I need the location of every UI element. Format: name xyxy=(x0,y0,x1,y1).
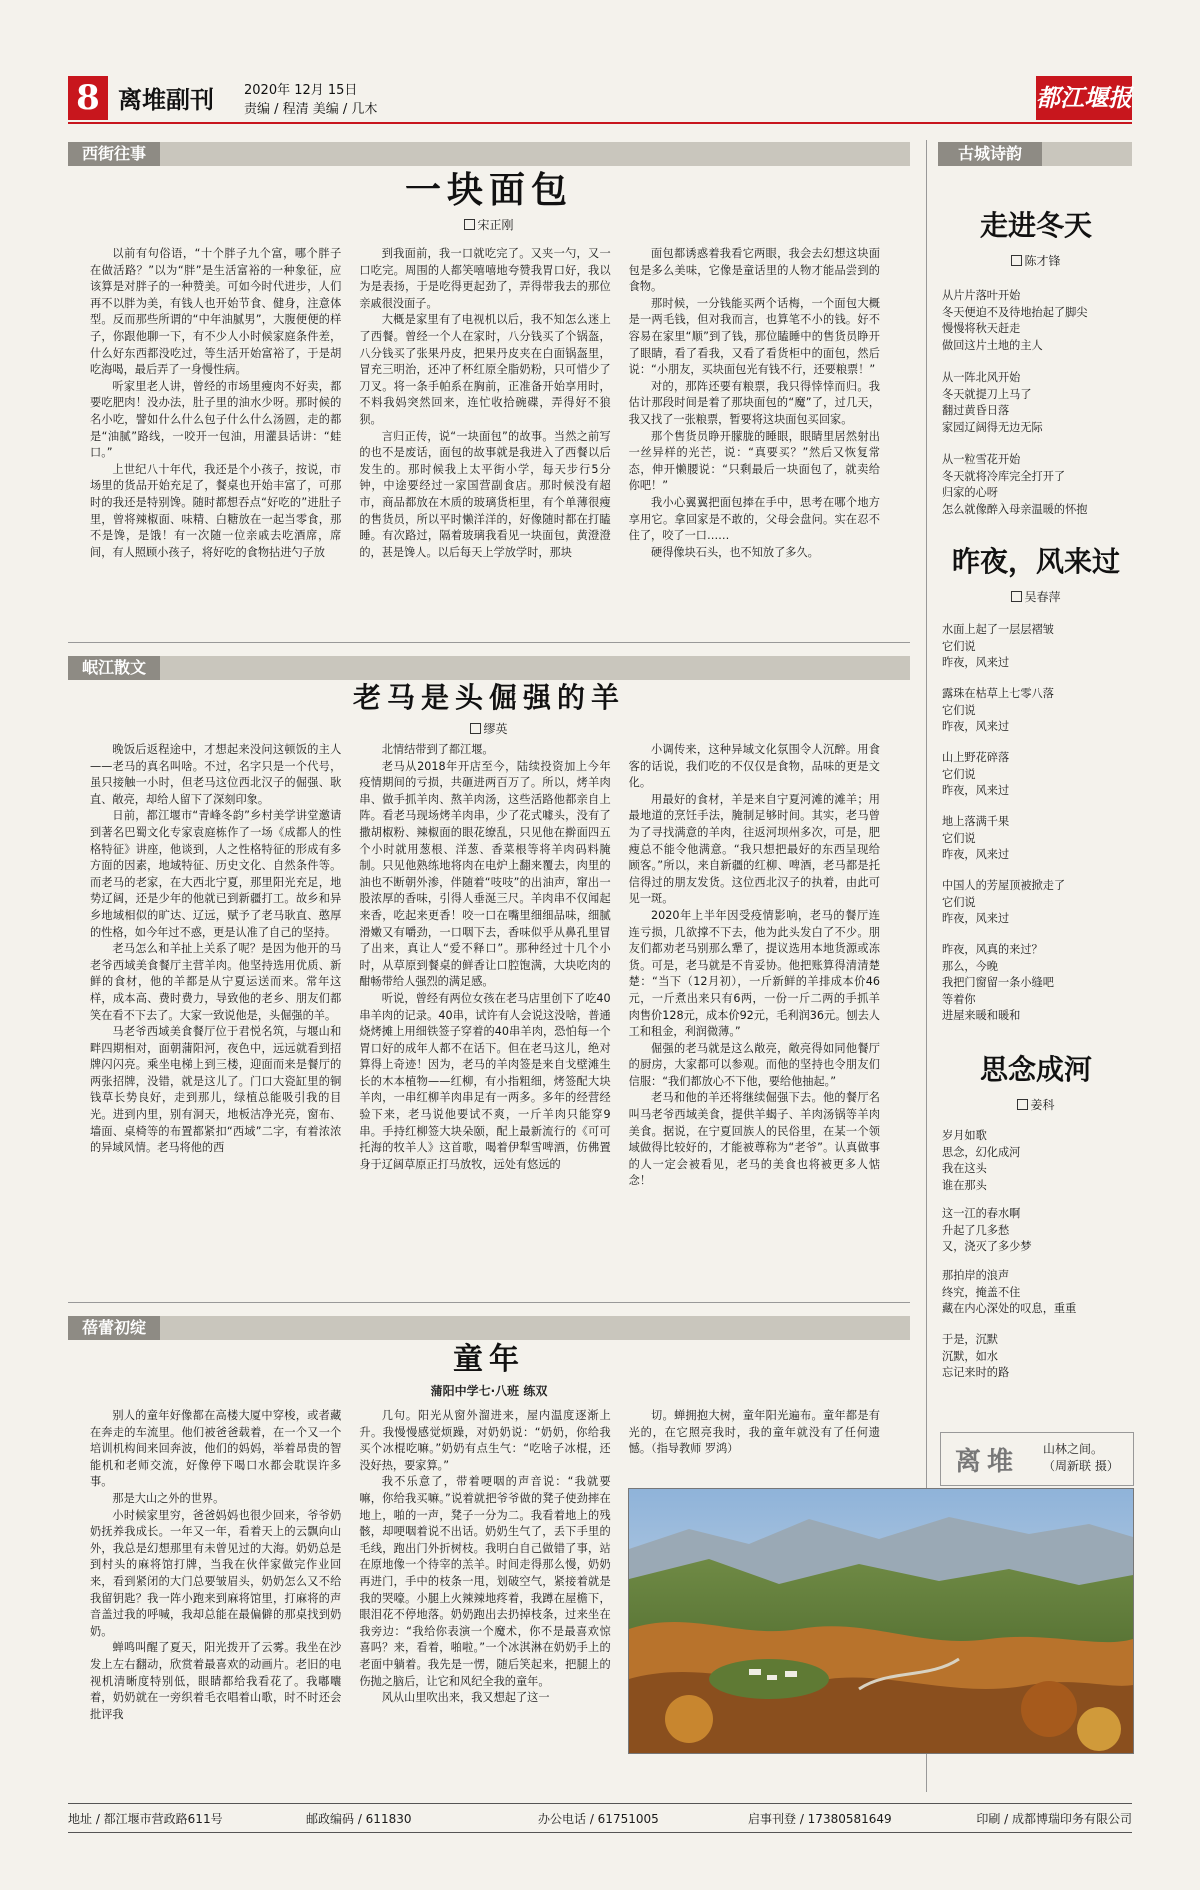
poem-line: 它们说 xyxy=(942,703,976,717)
poem-stanza xyxy=(942,750,1130,800)
section-tag-poetry xyxy=(938,142,1132,166)
paragraph: 硬得像块石头，也不知放了多久。 xyxy=(651,545,819,559)
article-column xyxy=(359,246,610,626)
paragraph: 到我面前，我一口就吃完了。又夹一勺，又一口吃完。周围的人都笑嘻嘻地夸赞我胃口好，我以为是表扬，于是吃得更起劲了，弄得带我去的那位亲戚很没面子。 xyxy=(359,247,611,310)
section-name: 离堆副刊 xyxy=(118,86,214,114)
poem-line: 做回这片土地的主人 xyxy=(942,338,1043,352)
paragraph: 我不乐意了，带着哽咽的声音说：“我就要嘛，你给我买嘛。”说着就把爷爷做的凳子使劲摔在地上，啪的一声，凳子一分为二。我看着地上的残骸，却哽咽着说不出话。奶奶生气了，丢下手里的毛线，跑出门外折树枝。我明白自己做错了事，站在原地像一个待宰的羔羊。时间走得那么慢，奶奶再进门，手中的枝条一甩，划破空气，紧接着就是我的哭嚎。小腿上火辣辣地疼着，我蹲在屋檐下，眼泪花不停地落。奶奶跑出去扔掉枝条，过来坐在我旁边：“我给你表演一个魔术，你不是最喜欢惊喜吗？来，看着，啪啦。”一个冰淇淋在奶奶手上的老面中躺着。我先是一愣，随后笑起来，把腿上的伤抛之脑后，让它和风纪全我的童年。 xyxy=(359,1475,611,1688)
paragraph: 以前有句俗语，“十个胖子九个富，哪个胖子在做活路？”以为“胖”是生活富裕的一种象征，应该算是对胖子的一种赞美。可如今时代进步，人们再不以胖为美，有钱人也开始节食、健身，注意体型。反而那些所谓的“中年油腻男”，大腹便便的样子，你跟他聊一下，有不少人小时候家庭条件差，什么好东西都没吃过，等生活开始富裕了，于是胡吃海喝，最后弄了一身慢性病。 xyxy=(90,247,342,377)
article-column xyxy=(90,742,341,1284)
article-byline: 蒲阳中学七·八班 练双 xyxy=(430,1384,548,1398)
poem-line: 岁月如歌 xyxy=(942,1129,987,1142)
byline-box-icon xyxy=(464,219,475,230)
photo-caption xyxy=(1043,1441,1119,1475)
poem-line: 它们说 xyxy=(942,895,976,909)
newspaper-logo: 都江堰报 xyxy=(1036,76,1132,120)
paragraph: 别人的童年好像都在高楼大厦中穿梭，或者藏在奔走的车流里。他们被爸爸载着，在一个又一个培训机构间来回奔波，他们的妈妈，举着昂贵的智能机和老师交流，好像停下喝口水都会耽误许多事。 xyxy=(90,1409,342,1489)
paragraph: 风从山里吹出来，我又想起了这一 xyxy=(381,1691,550,1705)
article-byline xyxy=(68,720,910,737)
poem-stanza xyxy=(942,1268,1130,1318)
article-column xyxy=(90,246,341,626)
poem-line: 又，浇灭了多少梦 xyxy=(942,1240,1032,1254)
poem-line: 思念，幻化成河 xyxy=(942,1145,1021,1159)
poem-title: 思念成河 xyxy=(979,1053,1092,1086)
section-tag-label: 蓓蕾初绽 xyxy=(68,1316,160,1340)
poem-line: 这一江的春水啊 xyxy=(942,1207,1021,1220)
poem-stanza xyxy=(942,686,1130,736)
article-body xyxy=(90,742,880,1284)
paragraph: 蝉鸣叫醒了夏天，阳光拨开了云雾。我坐在沙发上左右翻动，欣赏着最喜欢的动画片。老旧的电视机清晰度特别低，眼睛都给我看花了。我嘟囔着，奶奶就在一旁织着毛衣唱着山歌，时不时还会批评我 xyxy=(90,1641,342,1721)
issue-date: 2020年 12月 15日 xyxy=(244,83,358,98)
caption-line: （周新联 摄） xyxy=(1043,1459,1119,1473)
paragraph: 晚饭后返程途中，才想起来没问这顿饭的主人——老马的真名叫啥。不过，名字只是一个代号，虽只接触一小时，但老马这位西北汉子的倔强、耿直、敞亮，却给人留下了深刻印象。 xyxy=(90,743,342,806)
poem-line: 水面上起了一层层褶皱 xyxy=(942,623,1054,636)
paragraph: 大概是家里有了电视机以后，我不知怎么迷上了西餐。曾经一个人在家时，八分钱买了个锅盔，八分钱买了张果丹皮，把果丹皮夹在白面锅盔里，冒充三明治，还冲了杯红原全脂奶粉，只可惜少了刀叉。将一条手帕系在胸前，正准备开始享用时，不料我妈突然回来，连忙收拾碗碟，弄得好不狼狈。 xyxy=(359,313,611,426)
poem-author xyxy=(938,252,1134,269)
paragraph: 那个售货员睁开朦胧的睡眼，眼睛里居然射出一丝异样的光芒，说：“真要买？”然后又恢复常态，伸开懒腰说：“只剩最后一块面包了，就卖给你吧！” xyxy=(628,429,880,493)
article-divider xyxy=(68,1302,910,1303)
page-header xyxy=(68,76,1132,120)
header-divider xyxy=(68,122,1132,124)
poem-stanza xyxy=(942,288,1130,354)
poem-stanza xyxy=(942,370,1130,436)
paragraph: 那是大山之外的世界。 xyxy=(112,1491,225,1505)
poem-line: 那拍岸的浪声 xyxy=(942,1269,1010,1282)
poem-line: 升起了几多愁 xyxy=(942,1223,1010,1237)
paragraph: 面包都诱惑着我看它两眼，我会去幻想这块面包是多么美味，它像是童话里的人物才能品尝到的食物。 xyxy=(628,247,880,294)
paragraph: 老马怎么和羊扯上关系了呢？是因为他开的马老爷西域美食餐厅主营羊肉。他坚持选用优质、新鲜的食材，他的羊都是从宁夏运送而来。常年这样，成本高、费时费力，导致他的老乡、朋友们都笑在看不下去了。大家一致说他是，头倔强的羊。 xyxy=(90,942,342,1022)
poem-line: 冬天就提刀上马了 xyxy=(942,387,1032,401)
article-title: 老马是头倔强的羊 xyxy=(352,681,625,714)
poem-author xyxy=(938,1096,1134,1113)
poem-line: 地上落满千果 xyxy=(942,815,1010,828)
byline-box-icon xyxy=(1017,1099,1028,1110)
poem-line: 昨夜，风来过 xyxy=(942,784,1010,798)
article-author: 缪英 xyxy=(483,722,508,736)
poem-line: 于是，沉默 xyxy=(942,1333,998,1346)
poem-stanza xyxy=(942,622,1130,672)
article-divider xyxy=(68,642,910,643)
paragraph: 北情结带到了都江堰。 xyxy=(381,743,494,756)
poem-line: 归家的心呀 xyxy=(942,486,998,500)
footer-ads: 启事刊登 / 17380581649 xyxy=(748,1812,892,1826)
paragraph: 日前，都江堰市“青峰冬韵”乡村美学讲堂邀请到著名巴蜀文化专家袁庭栋作了一场《成都人的性格特征》讲座，他谈到，人之性格特征的形成有多方面的因素，地域特征、历史文化、自然条件等。而老马的老家，在大西北宁夏，那里阳光充足，地势辽阔，还是少年的他就已到新疆打工。故乡和异乡地域相似的旷达、辽远，赋予了老马耿直、憨厚的性格，如今年过不惑，更是认准了自己的坚持。 xyxy=(90,809,342,939)
poem-stanza xyxy=(942,942,1130,1025)
poem-line: 山上野花碎落 xyxy=(942,751,1010,764)
paragraph: 倔强的老马就是这么敞亮，敞亮得如同他餐厅的厨房，大家都可以参观。而他的坚持也令朋友们信服：“我们都放心不下他，要给他抽起。” xyxy=(628,1041,880,1088)
poem-stanza xyxy=(942,878,1130,928)
poem-line: 终究，掩盖不住 xyxy=(942,1285,1021,1299)
poem-line: 昨夜，风来过 xyxy=(942,912,1010,926)
poem-line: 谁在那头 xyxy=(942,1178,987,1192)
poem-line: 我把门窗留一条小缝吧 xyxy=(942,976,1054,990)
poem-author-name: 陈才锋 xyxy=(1024,254,1061,268)
poem-line: 慢慢将秋天赶走 xyxy=(942,322,1021,336)
article-column xyxy=(90,1408,341,1768)
article-title: 一块面包 xyxy=(404,169,573,211)
paragraph: 言归正传，说“一块面包”的故事。当然之前写的也不是废话，面包的故事就是我进入了西餐以后发生的。那时候我上太平街小学，每天步行5分钟，中途要经过一家国营副食店。那时候没有超市，商品都放在木质的玻璃货柜里，有个单薄很瘦的售货员，所以平时懒洋洋的，好像随时都在打瞌睡。有次路过，隔着玻璃我看见一块面包，黄澄澄的，甚是馋人。以后每天上学放学时，那块 xyxy=(359,429,611,559)
mountain-landscape-image xyxy=(629,1489,1133,1753)
article-column xyxy=(359,1408,610,1768)
paragraph: 几句。阳光从窗外溜进来，屋内温度逐渐上升。我慢慢感觉烦躁，对奶奶说：“奶奶，你给我买个冰棍吃嘛。”奶奶有点生气：“吃啥子冰棍，还没好热，要家算。” xyxy=(359,1409,611,1472)
paragraph: 用最好的食材，羊是来自宁夏河滩的滩羊；用最地道的烹饪手法，腌制足够时间。其实，老马曾为了寻找满意的羊肉，往返河坝州多次，可是，肥瘦总不能令他满意。“我只想把最好的东西呈现给顾客。”所以，来自新疆的红柳、啤酒，老马都是托信得过的朋友发货。这位西北汉子的执着，由此可见一斑。 xyxy=(628,792,880,906)
poem-line: 昨夜，风真的来过？ xyxy=(942,943,1043,956)
footer-printer: 印刷 / 成都博瑞印务有限公司 xyxy=(976,1812,1132,1826)
footer-address: 地址 / 都江堰市营政路611号 xyxy=(68,1812,223,1826)
poem-line: 我在这头 xyxy=(942,1162,987,1176)
article-column xyxy=(359,742,610,1284)
footer-postcode: 邮政编码 / 611830 xyxy=(306,1812,412,1826)
paragraph: 切。蝉拥抱大树，童年阳光遍布。童年都是有光的，在它照亮我时，我的童年就没有了任何遗憾。（指导教师 罗鸿） xyxy=(628,1409,880,1456)
byline-box-icon xyxy=(1011,255,1022,266)
poem-line: 沉默，如水 xyxy=(942,1349,998,1363)
paragraph: 小时候家里穷，爸爸妈妈也很少回来，爷爷奶奶抚养我成长。一年又一年，看着天上的云飘向山外，我总是幻想那里有未曾见过的大海。奶奶总是到村头的麻将馆打牌，当我在伙伴家做完作业回来，看到紧闭的大门总要皱眉头，奶奶怎么又不给我留钥匙？我一阵小跑来到麻将馆里，打麻将的声音盖过我的呼喊，我却总能在最偏僻的那桌找到奶奶。 xyxy=(90,1508,342,1638)
poem-line: 冬天就将冷库完全打开了 xyxy=(942,469,1066,483)
poem-line: 进屋来暖和暖和 xyxy=(942,1009,1021,1023)
paragraph: 我小心翼翼把面包捧在手中，思考在哪个地方享用它。拿回家是不敢的，父母会盘问。实在忍不住了，咬了一口…… xyxy=(628,495,880,543)
poem-line: 它们说 xyxy=(942,831,976,845)
section-tag-label: 岷江散文 xyxy=(68,656,160,680)
poem-author-name: 姜科 xyxy=(1030,1098,1055,1112)
article-body xyxy=(90,246,880,626)
photo-caption-box xyxy=(940,1432,1134,1486)
poem-line: 家园辽阔得无边无际 xyxy=(942,420,1043,434)
paragraph: 上世纪八十年代，我还是个小孩子，按说，市场里的货品开始充足了，餐桌也开始丰富了，可那时的我还是特别馋。随时都想吞点“好吃的”进肚子里，曾将辣椒面、味精、白糖放在一起当零食，那不是馋，是饿！有一次随一位亲戚去吃酒席，席间，有人照顾小孩子，将好吃的食物拈进勺子放 xyxy=(90,462,342,559)
poem-line: 从一粒雪花开始 xyxy=(942,453,1021,466)
page-number: 8 xyxy=(68,76,108,120)
footer-phone: 办公电话 / 61751005 xyxy=(538,1812,659,1826)
paragraph: 小调传来，这种异域文化氛围令人沉醉。用食客的话说，我们吃的不仅仅是食物，品味的更是文化。 xyxy=(628,743,880,790)
paragraph: 老马从2018年开店至今，陆续投资加上今年疫情期间的亏损，共砸进两百万了。所以，烤羊肉串、做手抓羊肉、熬羊肉汤，这些活路他都亲自上阵。看老马现场烤羊肉串，少了花式噱头，没有了撒胡椒粉、辣椒面的眼花缭乱，只见他在擀面四五个小时就用葱根、洋葱、香菜根等将羊肉码料腌制。只见他熟练地将肉在电炉上翻来覆去，肉里的油也不断朝外渗，伴随着“吱吱”的出油声，窜出一股浓厚的香味，引得人垂涎三尺。羊肉串不仅闻起来香，吃起来更香！咬一口在嘴里细细品味，细腻滑嫩又有嚼劲，一口咽下去，香味似乎从鼻孔里冒了出来，真让人“爱不释口”。那种经过十几个小时，从草原到餐桌的鲜香让口腔饱满，大块吃肉的酣畅带给人强烈的满足感。 xyxy=(359,759,611,989)
poem-line: 它们说 xyxy=(942,767,976,781)
photo-label: 离堆 xyxy=(955,1447,1020,1477)
paragraph: 对的，那阵还要有粮票，我只得悻悻而归。我估计那段时间是着了那块面包的“魔”了，过几天，我又找了一张粮票，暂要将这块面包买回家。 xyxy=(628,379,880,426)
poem-line: 怎么就像醉入母亲温暖的怀抱 xyxy=(942,502,1088,516)
poem-line: 从片片落叶开始 xyxy=(942,289,1021,302)
paragraph: 马老爷西域美食餐厅位于君悦名筑，与堰山和畔四期相对，面朝蒲阳河，夜色中，远远就看到招牌闪闪亮。乘坐电梯上到三楼，迎面而来是餐厅的两张招牌，没错，就是这儿了。门口大瓷缸里的铜钱草长势良好，走到那儿，绿植总能吸引我的目光。进到内里，别有洞天，地板洁净光亮，窗布、墙面、桌椅等的布置都紧扣“西域”二字，有着浓浓的异域风情。老马将他的西 xyxy=(90,1025,342,1155)
article-byline xyxy=(68,216,910,233)
poem-line: 藏在内心深处的叹息，重重 xyxy=(942,1302,1077,1316)
poem-author xyxy=(938,588,1134,605)
poem-stanza xyxy=(942,814,1130,864)
poem-title: 走进冬天 xyxy=(979,209,1092,242)
poem-stanza xyxy=(942,452,1130,518)
paragraph: 2020年上半年因受疫情影响，老马的餐厅连连亏损，几欲撑不下去，他为此头发白了不少。朋友们都劝老马别那么犟了，提议选用本地货源或冻货。可是，老马就是不肯妥协。他把账算得清清楚楚：“当下（12月初），一斤新鲜的羊排成本价46元，一斤煮出来只有6两，一份一斤二两的手抓羊肉售价128元，成本价92元，毛利润36元。刨去人工和租金，利润微薄。” xyxy=(628,908,880,1039)
paragraph: 听说，曾经有两位女孩在老马店里创下了吃40串羊肉的记录。40串，试许有人会说这没啥，普通烧烤摊上用细铁签子穿着的40串羊肉，恐怕每一个胃口好的成年人都不在话下。但在老马这儿，绝对算得上奇迹！因为，老马的羊肉签是来自戈壁滩生长的木本植物——红柳，有小指粗细，烤签配大块羊肉，一串红柳羊肉串足有一两多。多年的经营经验下来，老马说他要试不爽，一斤羊肉只能穿9串。手持红柳签大块朵颐，配上最新流行的《可可托海的牧羊人》这首歌，喝着伊犁雪啤酒，仿佛置身于辽阔草原正打马放牧，远处有悠远的 xyxy=(359,991,611,1171)
poem-line: 从一阵北风开始 xyxy=(942,371,1021,384)
poem-title: 昨夜，风来过 xyxy=(951,545,1120,578)
article-title: 童年 xyxy=(453,1342,525,1377)
article-author: 宋正刚 xyxy=(477,218,514,232)
landscape-photo xyxy=(628,1488,1134,1754)
poem-line: 等着你 xyxy=(942,992,976,1006)
paragraph: 老马和他的羊还将继续倔强下去。他的餐厅名叫马老爷西域美食，提供羊蝎子、羊肉汤锅等羊肉美食。据说，在宁夏回族人的民俗里，在某一个领域做得比较好的，才能被尊称为“老爷”。认真做事的人一定会被看见，老马的美食也将被更多人惦念！ xyxy=(628,1091,880,1188)
poem-line: 露珠在枯草上七零八落 xyxy=(942,687,1054,700)
byline-box-icon xyxy=(1011,591,1022,602)
poem-line: 冬天便迫不及待地抬起了脚尖 xyxy=(942,305,1088,319)
byline-box-icon xyxy=(470,723,481,734)
paragraph: 听家里老人讲，曾经的市场里瘦肉不好卖，都要吃肥肉！没办法，肚子里的油水少呀。那时候的名小吃，譬如什么什么包子什么什么汤圆，走的都是“油腻”路线，一咬开一包油，用灌县话讲：“蛙口。” xyxy=(90,379,342,460)
poem-line: 翻过黄昏日落 xyxy=(942,404,1010,418)
poem-author-name: 吴春萍 xyxy=(1024,590,1061,604)
section-tag-label: 西街往事 xyxy=(68,142,160,166)
poem-line: 中国人的芳屋顶被掀走了 xyxy=(942,879,1066,892)
poem-stanza xyxy=(942,1128,1130,1194)
poem-line: 那么，今晚 xyxy=(942,959,998,973)
paragraph: 那时候，一分钱能买两个话梅，一个面包大概是一两毛钱，但对我而言，也算笔不小的钱。好不容易在家里“顺”到了钱，那位瞌睡中的售货员睁开了眼睛，看了看我，又看了看货柜中的面包，然后说：“小朋友，买块面包光有钱不行，还要粮票！” xyxy=(628,296,880,377)
poem-line: 昨夜，风来过 xyxy=(942,848,1010,862)
poem-stanza xyxy=(942,1332,1130,1382)
poem-line: 它们说 xyxy=(942,639,976,653)
section-tag-label: 古城诗韵 xyxy=(938,142,1042,166)
article-column xyxy=(629,742,880,1284)
poem-line: 忘记来时的路 xyxy=(942,1366,1010,1380)
caption-line: 山林之间。 xyxy=(1043,1442,1104,1456)
poem-line: 昨夜，风来过 xyxy=(942,720,1010,734)
poem-line: 昨夜，风来过 xyxy=(942,656,1010,670)
page-footer xyxy=(68,1803,1132,1833)
poem-stanza xyxy=(942,1206,1130,1256)
editors-line: 责编 / 程清 美编 / 几木 xyxy=(244,102,378,117)
article-column xyxy=(629,246,880,626)
